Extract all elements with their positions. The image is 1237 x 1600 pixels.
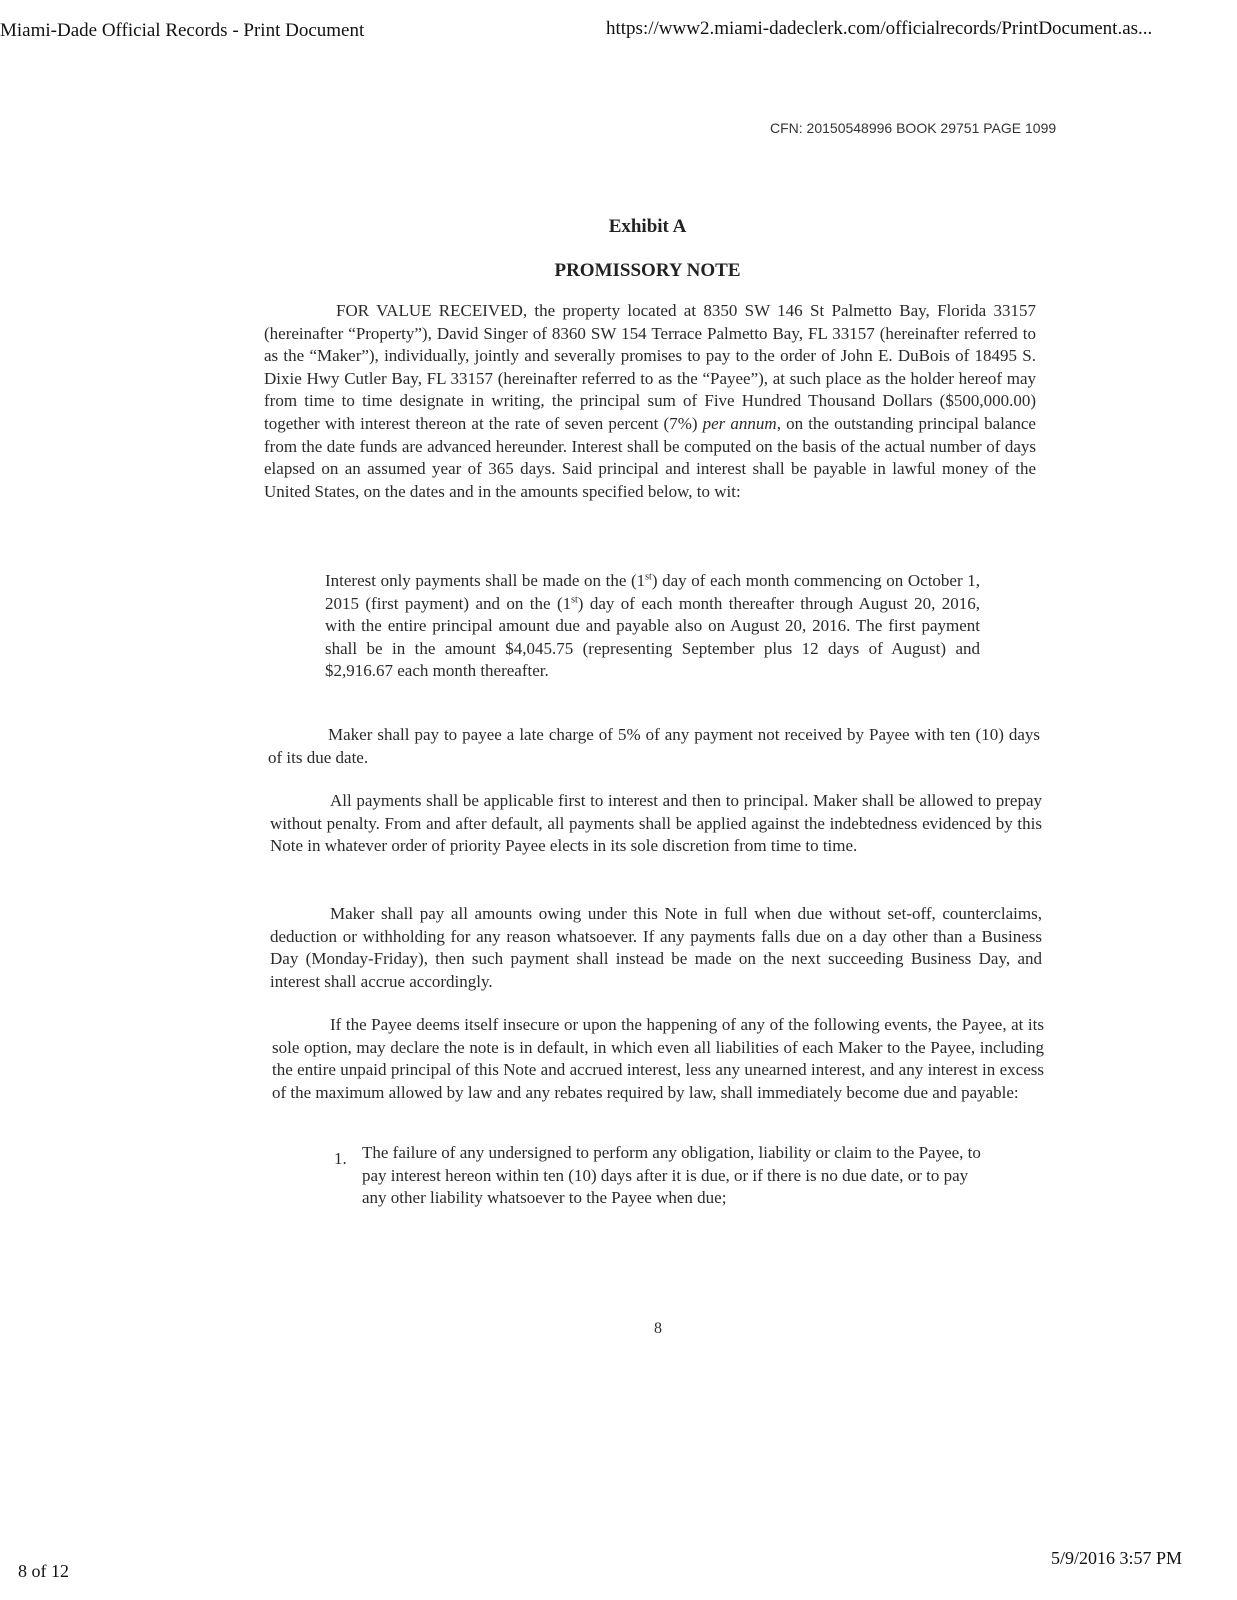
print-footer-timestamp: 5/9/2016 3:57 PM <box>1051 1548 1183 1568</box>
print-header-title: Miami-Dade Official Records - Print Document <box>0 20 365 41</box>
paragraph-default: If the Payee deems itself insecure or upon the happening of any of the following events, the Payee, at its sole option, may declare the note is in default, in which even all liabilities of each Maker to the Payee, including the entire unpaid principal of this Note and accrued interest, less any unearned interest, and any interest in excess of the maximum allowed by law and any rebates required by law, shall immediately become due and payable: <box>272 1015 1044 1102</box>
list-item-number: 1. <box>334 1149 347 1168</box>
paragraph-payment-schedule <box>325 570 980 683</box>
paragraph-payment-application: All payments shall be applicable first to interest and then to principal. Maker shall be allowed to prepay without penalty. From and after default, all payments shall be applied against the indebtedness evidenced by this Note in whatever order of priority Payee elects in its sole discretion from time to time. <box>270 791 1042 856</box>
page-number: 8 <box>654 1320 662 1337</box>
print-header-url: https://www2.miami-dadeclerk.com/officialrecords/PrintDocument.as... <box>606 18 1153 39</box>
schedule-text-a: Interest only payments shall be made on the (1 <box>325 571 646 590</box>
ordinal-suffix: st <box>571 593 578 605</box>
exhibit-title: Exhibit A <box>608 216 687 237</box>
ordinal-suffix: st <box>645 571 652 583</box>
paragraph-late-charge: Maker shall pay to payee a late charge of 5% of any payment not received by Payee with ten (10) days of its due date. <box>268 725 1040 767</box>
list-item-text: The failure of any undersigned to perform any obligation, liability or claim to the Payee, to pay interest hereon within ten (10) days after it is due, or if there is no due date, or to pay any other liability whatsoever to the Payee when due; <box>362 1143 981 1208</box>
note-title: PROMISSORY NOTE <box>554 260 741 281</box>
paragraph-no-setoff: Maker shall pay all amounts owing under this Note in full when due without set-off, counterclaims, deduction or withholding for any reason whatsoever. If any payments falls due on a day other than a Business Day (Monday-Friday), then such payment shall instead be made on the next succeeding Business Day, and interest shall accrue accordingly. <box>270 904 1042 991</box>
print-footer-page-count: 8 of 12 <box>18 1561 69 1581</box>
paragraph-value-received <box>264 300 1036 503</box>
paragraph-1-lead: FOR VALUE RECEIVED, the property located at 8350 SW 146 St Palmetto Bay, Florida 33157 (hereinafter “Property”), David Singer of 8360 SW 154 Terrace Palmetto Bay, FL 33157 (hereinafter referred to as the “Maker”), individually, jointly and severally promises to pay to the order of John E. DuBois of 18495 S. Dixie Hwy Cutler Bay, FL 33157 (hereinafter referred to as the “Payee”), at such place as the holder hereof may from time to time designate in writing, the principal sum of Five Hundred Thousand Dollars ($500,000.00) together with interest thereon at the rate of seven percent (7%) <box>264 301 1036 433</box>
paragraph-1-rest: , on the outstanding principal balance from the date funds are advanced hereunder. Interest shall be computed on the basis of the actual number of days elapsed on an assumed year of 365 days. Said principal and interest shall be payable in lawful money of the United States, on the dates and in the amounts specified below, to wit: <box>264 413 1036 501</box>
schedule-text-c: ) day of each month thereafter through August 20, 2016, with the entire principal amount due and payable also on August 20, 2016. The first payment shall be in the amount $4,045.75 (representing September plus 12 days of August) and $2,916.67 each month thereafter. <box>325 593 981 681</box>
per-annum-text: per annum <box>702 413 777 433</box>
schedule-text-b: ) day of each month commencing on October 1, 2015 (first payment) and on the (1 <box>325 571 980 613</box>
record-stamp: CFN: 20150548996 BOOK 29751 PAGE 1099 <box>770 120 1057 136</box>
